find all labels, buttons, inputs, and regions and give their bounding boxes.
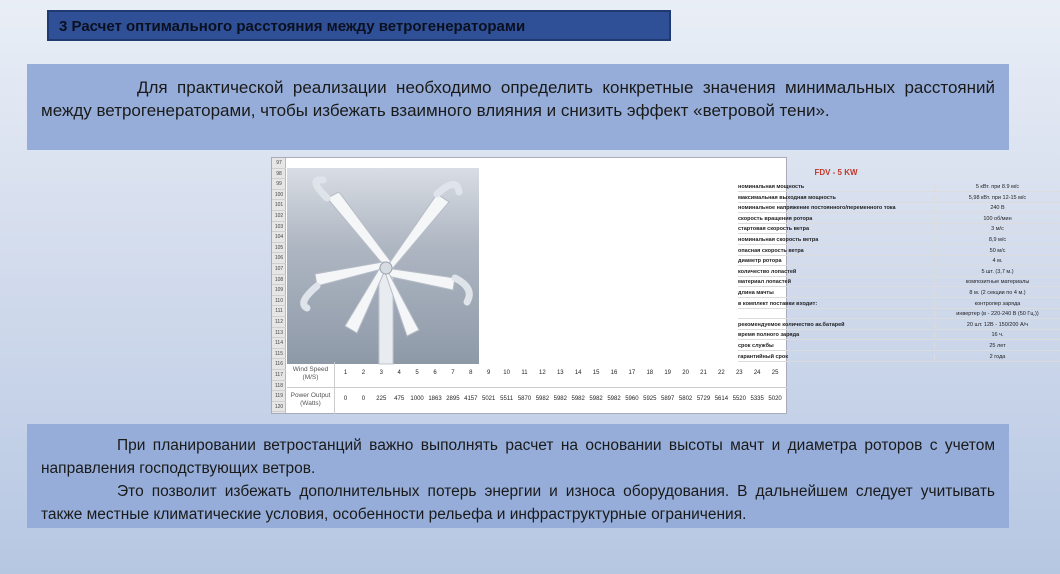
wind-speed-cell: 24 xyxy=(753,370,761,376)
power-output-cell: 0 xyxy=(361,396,366,402)
power-output-cell: 1000 xyxy=(410,396,424,402)
wind-speed-cell: 23 xyxy=(735,370,743,376)
spec-value: 20 шт. 12В - 150/200 А/ч xyxy=(934,322,1060,328)
spec-row xyxy=(738,214,1060,224)
spec-value: 100 об/мин xyxy=(934,216,1060,222)
wind-speed-label: Wind Speed (M/S) xyxy=(287,362,335,388)
wind-speed-cell: 6 xyxy=(433,370,437,376)
power-output-cell: 5802 xyxy=(678,396,693,402)
wind-speed-cell: 5 xyxy=(415,370,419,376)
wind-speed-cell: 20 xyxy=(682,370,689,376)
spec-key: рекомендуемое количество ак.батарей xyxy=(738,321,845,328)
spec-key: гарантийный срок xyxy=(738,353,789,360)
spec-row xyxy=(738,330,1060,340)
spec-value: 8,9 м/с xyxy=(934,237,1060,243)
power-output-cell: 5960 xyxy=(625,396,639,402)
spec-row xyxy=(738,352,1060,362)
row-number: 109 xyxy=(272,285,286,296)
spec-value: 50 м/с xyxy=(934,248,1060,254)
wind-speed-cell: 4 xyxy=(397,370,401,376)
power-output-cell: 5982 xyxy=(571,396,585,402)
spec-key: материал лопастей xyxy=(738,279,791,286)
row-number: 112 xyxy=(272,317,286,328)
power-output-cell: 5982 xyxy=(607,396,621,402)
spec-key: скорость вращения ротора xyxy=(738,215,813,222)
spec-value: композитные материалы xyxy=(934,279,1060,285)
row-number: 120 xyxy=(272,402,286,413)
row-number: 99 xyxy=(272,179,286,190)
power-output-cell: 5614 xyxy=(714,396,729,402)
power-output-cell: 5511 xyxy=(500,396,514,402)
row-number: 118 xyxy=(272,381,286,392)
spec-value: 2 года xyxy=(934,354,1060,360)
model-name: FDV - 5 KW xyxy=(814,168,858,177)
row-number: 97 xyxy=(272,158,286,169)
spec-row xyxy=(738,309,1060,319)
spec-value: 4 м. xyxy=(934,258,1060,264)
spec-value: 25 лет xyxy=(934,343,1060,349)
row-number: 119 xyxy=(272,391,286,402)
wind-speed-cell: 18 xyxy=(646,370,654,376)
row-number: 104 xyxy=(272,232,286,243)
power-output-row xyxy=(287,388,787,414)
spec-key: номинальное напряжение постоянного/переменного тока xyxy=(738,205,896,212)
spec-key: длина мачты xyxy=(738,290,774,296)
spec-value: 5 кВт. при 8.9 м/с xyxy=(934,184,1060,190)
wind-speed-cell: 11 xyxy=(521,370,528,376)
wind-speed-cell: 15 xyxy=(592,370,600,376)
row-number: 108 xyxy=(272,275,286,286)
wind-speed-cell: 9 xyxy=(487,370,491,376)
power-output-cell: 5982 xyxy=(589,396,603,402)
conclusion-text-2: Это позволит избежать дополнительных потерь энергии и износа оборудования. В дальнейшем следует учитывать также местные климатические условия, особенности рельефа и инфраструктурные ограничения. xyxy=(41,483,995,523)
wind-speed-cell: 14 xyxy=(574,370,582,376)
spec-key: диаметр ротора xyxy=(738,258,782,265)
slide-title: 3 Расчет оптимального расстояния между ветрогенераторами xyxy=(47,10,671,41)
spec-row xyxy=(738,320,1060,330)
row-number: 117 xyxy=(272,370,286,381)
spec-row xyxy=(738,235,1060,245)
power-output-cell: 5729 xyxy=(696,396,711,402)
spec-key: стартовая скорость ветра xyxy=(738,226,809,233)
spec-row xyxy=(738,203,1060,213)
row-number: 111 xyxy=(272,306,286,317)
spec-value: инвертер (в - 220-240 В (50 Гц.)) xyxy=(934,311,1060,317)
wind-speed-cell: 2 xyxy=(361,370,366,376)
conclusion-panel xyxy=(27,424,1009,528)
power-output-cell: 5021 xyxy=(482,396,496,402)
wind-speed-cell: 1 xyxy=(343,370,348,376)
wind-speed-cell: 21 xyxy=(700,370,707,376)
spec-value: 240 В xyxy=(934,205,1060,211)
power-output-cell: 5870 xyxy=(517,396,532,402)
intro-panel xyxy=(27,64,1009,150)
row-number: 110 xyxy=(272,296,286,307)
power-output-cell: 4157 xyxy=(464,396,478,402)
spec-key: в комплект поставки входит: xyxy=(738,300,818,307)
row-number: 98 xyxy=(272,169,286,180)
spec-value: 5 шт. (3,7 м.) xyxy=(934,269,1060,275)
power-output-cell: 1863 xyxy=(428,396,442,402)
power-output-cell: 5982 xyxy=(535,396,550,402)
power-output-cell: 5897 xyxy=(661,396,675,402)
wind-speed-cell: 7 xyxy=(451,370,455,376)
spec-key: опасная скорость ветра xyxy=(738,247,804,254)
wind-speed-cell: 8 xyxy=(469,370,473,376)
spec-value: 8 м. (2 секции по 4 м.) xyxy=(934,290,1060,296)
spec-value: 16 ч. xyxy=(934,332,1060,338)
power-output-cell: 475 xyxy=(394,396,405,402)
wind-speed-cell: 10 xyxy=(503,370,510,376)
spec-key: количество лопастей xyxy=(738,268,797,275)
wind-speed-cell: 22 xyxy=(718,370,725,376)
wind-speed-row xyxy=(287,362,787,388)
spec-row xyxy=(738,193,1060,203)
row-number: 100 xyxy=(272,190,286,201)
spec-row xyxy=(738,341,1060,351)
spec-row xyxy=(738,299,1060,309)
row-number: 101 xyxy=(272,200,286,211)
conclusion-text-1: При планировании ветростанций важно выполнять расчет на основании высоты мачт и диаметра роторов с учетом направления господствующих ветров. xyxy=(41,437,995,477)
wind-speed-cell: 3 xyxy=(379,370,383,376)
spec-key: срок службы xyxy=(738,343,774,349)
wind-turbine-photo xyxy=(287,168,479,364)
power-output-cell: 5020 xyxy=(768,396,782,402)
power-output-label: Power Output (Watts) xyxy=(287,388,335,414)
spec-row xyxy=(738,267,1060,277)
power-output-cell: 2895 xyxy=(446,396,460,402)
turbine-illustration xyxy=(287,168,479,364)
row-number: 114 xyxy=(272,338,286,349)
wind-speed-cell: 16 xyxy=(610,370,618,376)
row-number: 106 xyxy=(272,253,286,264)
spreadsheet-image xyxy=(271,157,1039,414)
power-output-cell: 225 xyxy=(376,396,387,402)
spec-row xyxy=(738,256,1060,266)
power-output-cell: 5335 xyxy=(750,396,764,402)
row-number: 103 xyxy=(272,222,286,233)
wind-speed-cell: 17 xyxy=(628,370,636,376)
spec-row xyxy=(738,224,1060,234)
spec-value: контролер заряда xyxy=(934,301,1060,307)
row-number: 116 xyxy=(272,359,286,370)
wind-speed-cell: 12 xyxy=(539,370,546,376)
row-number: 102 xyxy=(272,211,286,222)
row-number: 107 xyxy=(272,264,286,275)
spec-key: время полного заряда xyxy=(738,332,800,339)
power-output-cell: 5520 xyxy=(732,396,746,402)
spec-row xyxy=(738,182,1060,192)
row-number: 113 xyxy=(272,328,286,339)
power-output-cell: 5982 xyxy=(553,396,567,402)
row-number: 105 xyxy=(272,243,286,254)
spec-row xyxy=(738,277,1060,287)
row-number-column xyxy=(272,158,286,413)
spec-key: номинальная мощность xyxy=(738,184,805,190)
spec-row xyxy=(738,288,1060,298)
wind-speed-cell: 25 xyxy=(771,370,779,376)
spec-row xyxy=(738,246,1060,256)
wind-speed-cell: 13 xyxy=(556,370,564,376)
spec-key: максимальная выходная мощность xyxy=(738,194,836,201)
spec-key: номинальная скорость ветра xyxy=(738,237,819,243)
power-curve-table xyxy=(287,362,787,414)
power-output-cell: 5925 xyxy=(643,396,657,402)
wind-speed-cell: 19 xyxy=(664,370,672,376)
spec-value: 5,98 кВт. при 12-15 м/с xyxy=(934,195,1060,201)
intro-text: Для практической реализации необходимо определить конкретные значения минимальных расстояний между ветрогенераторами, чтобы избежать взаимного влияния и снизить эффект «ветровой тени». xyxy=(41,78,995,120)
row-number: 115 xyxy=(272,349,286,360)
spec-value: 3 м/с xyxy=(934,226,1060,232)
power-output-cell: 0 xyxy=(343,396,348,402)
